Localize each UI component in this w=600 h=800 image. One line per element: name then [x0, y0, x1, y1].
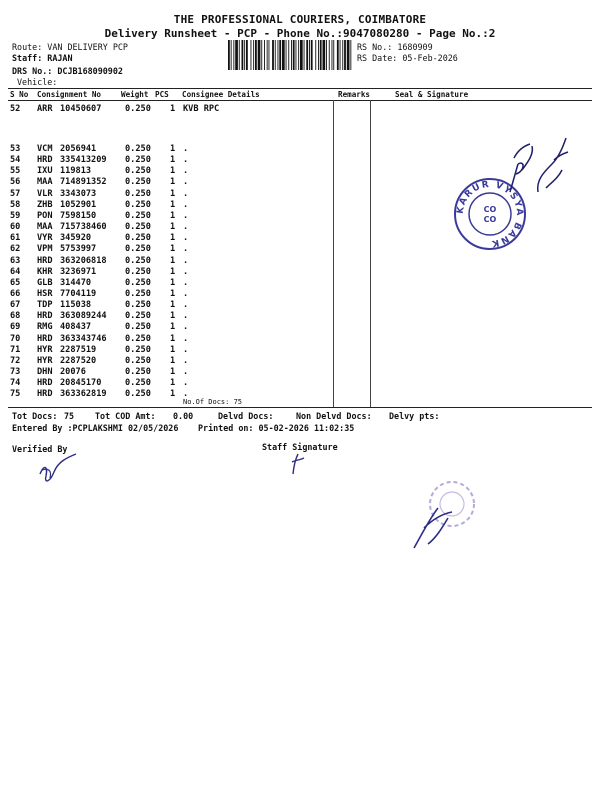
row-weight: 0.250	[125, 333, 151, 344]
row-sno: 56	[10, 177, 21, 188]
row-pcs: 1	[170, 333, 176, 344]
row-consignee: .	[183, 367, 189, 377]
row-code: HYR	[37, 344, 53, 355]
row-weight: 0.250	[125, 144, 151, 154]
row-consignment-number: 345920	[60, 233, 92, 244]
table-row	[0, 345, 600, 356]
verified-by-label: Verified By	[12, 444, 68, 454]
row-code: ARR	[37, 104, 53, 114]
row-weight: 0.250	[125, 378, 151, 389]
page-subtitle: Delivery Runsheet - PCP - Phone No.:9047080280 - Page No.:2	[104, 27, 496, 40]
row-weight: 0.250	[125, 244, 151, 255]
row-sno: 63	[10, 255, 21, 266]
row-consignment-number: 7598150	[60, 210, 97, 221]
row-pcs: 1	[170, 300, 176, 311]
row-pcs: 1	[170, 255, 176, 266]
row-consignment-number: 314470	[60, 277, 92, 288]
row-sno: 62	[10, 244, 21, 255]
row-consignee: .	[183, 266, 189, 277]
row-sno: 73	[10, 367, 21, 377]
row-sno: 65	[10, 277, 21, 288]
col-header-sno: S No	[10, 90, 29, 99]
drs-text: DRS No.: DCJB168090902	[12, 66, 123, 76]
row-pcs: 1	[170, 378, 176, 389]
row-consignee: .	[183, 277, 189, 288]
row-sno: 55	[10, 166, 21, 177]
staff-text: Staff: RAJAN	[12, 53, 73, 63]
barcode	[227, 40, 354, 70]
row-consignment-number: 715738460	[60, 222, 107, 233]
row-consignment-number: 5753997	[60, 244, 97, 255]
tot-cod-label: Tot COD Amt:	[95, 411, 156, 421]
row-consignment-number: 3236971	[60, 266, 97, 277]
row-pcs: 1	[170, 288, 176, 299]
row-weight: 0.250	[125, 155, 151, 166]
table-row	[0, 300, 600, 311]
row-sno: 71	[10, 344, 21, 355]
row-weight: 0.250	[125, 355, 151, 366]
table-row	[0, 289, 600, 300]
row-code: HSR	[37, 288, 53, 299]
row-weight: 0.250	[125, 300, 151, 311]
row-consignment-number: 363362819	[60, 389, 107, 400]
row-sno: 59	[10, 210, 21, 221]
row-consignee: .	[183, 222, 189, 233]
col-header-seal: Seal & Signature	[395, 90, 469, 99]
row-weight: 0.250	[125, 222, 151, 233]
row-consignee: .	[183, 233, 189, 244]
route-text: Route: VAN DELIVERY PCP	[12, 42, 128, 52]
row-code: HYR	[37, 355, 53, 366]
table-row	[0, 356, 600, 367]
divider	[8, 407, 592, 408]
svg-text:CO: CO	[483, 215, 497, 224]
row-pcs: 1	[170, 311, 176, 322]
verified-signature	[36, 452, 81, 487]
row-consignment-number: 3343073	[60, 188, 97, 199]
table-row	[0, 322, 600, 333]
row-code: KHR	[37, 266, 53, 277]
no-of-docs: No.Of Docs: 75	[183, 398, 243, 406]
row-pcs: 1	[170, 355, 176, 366]
row-code: GLB	[37, 277, 53, 288]
row-consignee: .	[183, 389, 189, 400]
row-pcs: 1	[170, 199, 176, 210]
row-code: VYR	[37, 233, 53, 244]
row-pcs: 1	[170, 367, 176, 377]
row-consignment-number: 363343746	[60, 333, 107, 344]
row-consignment-number: 20845170	[60, 378, 102, 389]
row-consignee: KVB RPC	[183, 104, 220, 114]
row-code: HRD	[37, 255, 53, 266]
row-weight: 0.250	[125, 311, 151, 322]
row-consignee: .	[183, 210, 189, 221]
col-header-consignee: Consignee Details	[182, 90, 260, 99]
row-pcs: 1	[170, 166, 176, 177]
row-pcs: 1	[170, 266, 176, 277]
row-weight: 0.250	[125, 199, 151, 210]
row-sno: 64	[10, 266, 21, 277]
row-pcs: 1	[170, 144, 176, 154]
non-delvd-docs-label: Non Delvd Docs:	[296, 411, 372, 421]
row-code: VCM	[37, 144, 53, 154]
row-weight: 0.250	[125, 322, 151, 333]
row-consignee: .	[183, 300, 189, 311]
row-weight: 0.250	[125, 166, 151, 177]
row-consignment-number: 363089244	[60, 311, 107, 322]
row-consignee: .	[183, 166, 189, 177]
row-code: VLR	[37, 188, 53, 199]
staff-signature	[288, 450, 308, 476]
row-weight: 0.250	[125, 177, 151, 188]
table-row	[0, 104, 600, 115]
row-sno: 75	[10, 389, 21, 400]
row-consignment-number: 10450607	[60, 104, 102, 114]
row-sno: 72	[10, 355, 21, 366]
row-weight: 0.250	[125, 104, 151, 114]
row-consignment-number: 115038	[60, 300, 92, 311]
vehicle-text: Vehicle:	[17, 77, 58, 87]
row-consignee: .	[183, 378, 189, 389]
col-header-consignment: Consignment No	[37, 90, 102, 99]
row-consignee: .	[183, 333, 189, 344]
divider	[8, 100, 592, 101]
tot-cod-value: 0.00	[173, 411, 194, 421]
row-consignee: .	[183, 355, 189, 366]
row-pcs: 1	[170, 222, 176, 233]
row-consignee: .	[183, 177, 189, 188]
row-weight: 0.250	[125, 288, 151, 299]
row-pcs: 1	[170, 188, 176, 199]
row-pcs: 1	[170, 104, 176, 114]
row-consignment-number: 2287520	[60, 355, 97, 366]
row-consignee: .	[183, 244, 189, 255]
table-row	[0, 267, 600, 278]
row-code: HRD	[37, 155, 53, 166]
row-pcs: 1	[170, 277, 176, 288]
divider	[8, 88, 592, 89]
row-sno: 70	[10, 333, 21, 344]
row-sno: 61	[10, 233, 21, 244]
table-row	[0, 311, 600, 322]
row-code: HRD	[37, 311, 53, 322]
row-pcs: 1	[170, 244, 176, 255]
row-sno: 53	[10, 144, 21, 154]
tot-docs-value: 75	[64, 411, 75, 421]
row-sno: 54	[10, 155, 21, 166]
row-pcs: 1	[170, 210, 176, 221]
page-title: THE PROFESSIONAL COURIERS, COIMBATORE	[173, 13, 427, 26]
row-consignee: .	[183, 288, 189, 299]
table-row	[0, 256, 600, 267]
row-consignee: .	[183, 255, 189, 266]
row-pcs: 1	[170, 344, 176, 355]
row-consignee: .	[183, 155, 189, 166]
row-sno: 68	[10, 311, 21, 322]
row-pcs: 1	[170, 155, 176, 166]
row-pcs: 1	[170, 389, 176, 400]
delvd-docs-label: Delvd Docs:	[218, 411, 274, 421]
row-consignee: .	[183, 311, 189, 322]
table-row	[0, 367, 600, 378]
row-consignment-number: 363206818	[60, 255, 107, 266]
row-weight: 0.250	[125, 344, 151, 355]
row-consignment-number: 1052901	[60, 199, 97, 210]
row-consignment-number: 119813	[60, 166, 92, 177]
row-code: MAA	[37, 177, 53, 188]
row-sno: 60	[10, 222, 21, 233]
row-consignee: .	[183, 144, 189, 154]
row-consignment-number: 408437	[60, 322, 92, 333]
row-sno: 66	[10, 288, 21, 299]
row-code: PON	[37, 210, 53, 221]
entered-by: Entered By :PCPLAKSHMI 02/05/2026	[12, 423, 179, 433]
row-pcs: 1	[170, 233, 176, 244]
col-header-pcs: PCS	[155, 90, 169, 99]
row-sno: 69	[10, 322, 21, 333]
staff-signature-label: Staff Signature	[262, 442, 338, 452]
faded-stamp	[408, 478, 478, 554]
table-row	[0, 334, 600, 345]
row-weight: 0.250	[125, 188, 151, 199]
row-code: VPM	[37, 244, 53, 255]
row-sno: 52	[10, 104, 21, 114]
row-code: DHN	[37, 367, 53, 377]
col-header-weight: Weight	[121, 90, 149, 99]
row-consignee: .	[183, 199, 189, 210]
table-row	[0, 389, 600, 400]
row-consignment-number: 2056941	[60, 144, 97, 154]
row-weight: 0.250	[125, 210, 151, 221]
stamp-text: KARUR VYSYA BANK	[455, 179, 525, 249]
handwritten-date	[496, 130, 576, 200]
row-code: HRD	[37, 333, 53, 344]
row-consignee: .	[183, 344, 189, 355]
table-row	[0, 378, 600, 389]
row-code: TDP	[37, 300, 53, 311]
row-code: RMG	[37, 322, 53, 333]
row-code: HRD	[37, 378, 53, 389]
row-weight: 0.250	[125, 277, 151, 288]
row-weight: 0.250	[125, 266, 151, 277]
row-consignment-number: 7704119	[60, 288, 97, 299]
table-row	[0, 278, 600, 289]
row-consignee: .	[183, 322, 189, 333]
row-code: HRD	[37, 389, 53, 400]
row-code: IXU	[37, 166, 53, 177]
col-header-remarks: Remarks	[338, 90, 371, 99]
row-sno: 67	[10, 300, 21, 311]
printed-on: Printed on: 05-02-2026 11:02:35	[198, 423, 355, 433]
row-consignment-number: 2287519	[60, 344, 97, 355]
row-sno: 74	[10, 378, 21, 389]
row-sno: 58	[10, 199, 21, 210]
row-pcs: 1	[170, 177, 176, 188]
row-consignee: .	[183, 188, 189, 199]
row-code: ZHB	[37, 199, 53, 210]
tot-docs-label: Tot Docs:	[12, 411, 58, 421]
row-code: MAA	[37, 222, 53, 233]
row-consignment-number: 20076	[60, 367, 86, 377]
rs-no-text: RS No.: 1680909	[357, 42, 433, 52]
delvy-pts-label: Delvy pts:	[389, 411, 440, 421]
row-consignment-number: 335413209	[60, 155, 107, 166]
row-consignment-number: 714891352	[60, 177, 107, 188]
row-weight: 0.250	[125, 233, 151, 244]
row-weight: 0.250	[125, 367, 151, 377]
rs-date-text: RS Date: 05-Feb-2026	[357, 53, 458, 63]
row-weight: 0.250	[125, 255, 151, 266]
row-weight: 0.250	[125, 389, 151, 400]
row-sno: 57	[10, 188, 21, 199]
row-pcs: 1	[170, 322, 176, 333]
svg-text:CO: CO	[483, 205, 497, 214]
